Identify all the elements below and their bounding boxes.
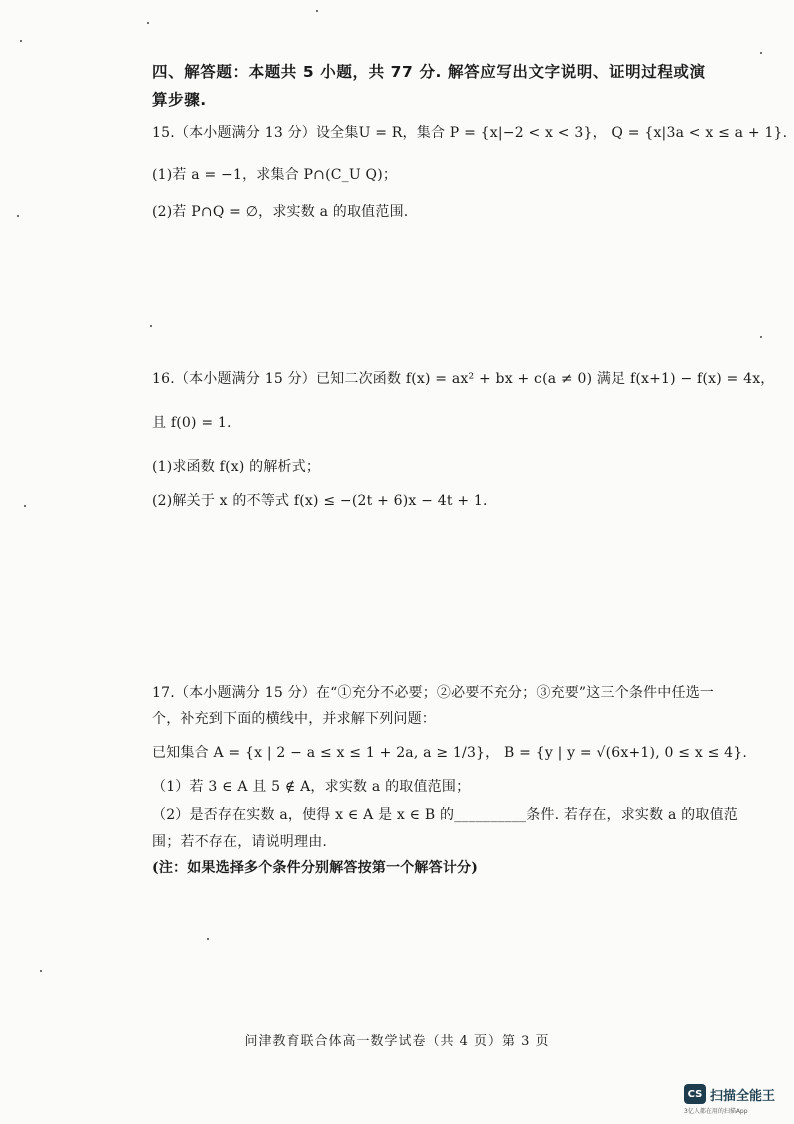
scan-speck	[20, 40, 22, 42]
question-15-part-2: (2)若 P∩Q = ∅，求实数 a 的取值范围.	[152, 204, 409, 220]
question-17-part-2: （2）是否存在实数 a，使得 x ∈ A 是 x ∈ B 的__________条件. 若存在，求实数 a 的取值范	[152, 807, 738, 823]
scan-speck	[17, 215, 19, 217]
question-15-part-1: (1)若 a = −1，求集合 P∩(C_U Q)；	[152, 167, 398, 183]
question-17-part-2-continued: 围；若不存在，请说明理由.	[152, 834, 328, 850]
question-16-stem-continued: 且 f(0) = 1.	[152, 415, 232, 431]
scan-speck	[147, 22, 149, 24]
question-16-stem: 16.（本小题满分 15 分）已知二次函数 f(x) = ax² + bx + c(a ≠ 0) 满足 f(x+1) − f(x) = 4x，	[152, 371, 775, 387]
question-17-note: (注：如果选择多个条件分别解答按第一个解答计分)	[152, 860, 479, 876]
camscanner-brand: 扫描全能王	[710, 1088, 776, 1104]
scan-speck	[24, 505, 26, 507]
page-footer: 问津教育联合体高一数学试卷（共 4 页）第 3 页	[244, 1034, 550, 1049]
scan-speck	[316, 10, 318, 12]
question-17-stem-continued: 个，补充到下面的横线中，并求解下列问题：	[152, 711, 436, 727]
question-17-stem: 17.（本小题满分 15 分）在“①充分不必要；②必要不充分；③充要”这三个条件中任选一	[152, 685, 715, 701]
question-16-part-1: (1)求函数 f(x) 的解析式；	[152, 459, 321, 475]
scan-speck	[150, 325, 152, 327]
question-17-part-1: （1）若 3 ∈ A 且 5 ∉ A，求实数 a 的取值范围；	[152, 779, 471, 795]
scan-speck	[207, 938, 209, 940]
camscanner-watermark	[684, 1084, 775, 1104]
scan-speck	[760, 336, 762, 338]
camscanner-icon: CS	[684, 1084, 706, 1104]
section-heading: 四、解答题：本题共 5 小题，共 77 分. 解答应写出文字说明、证明过程或演	[152, 63, 706, 81]
scan-speck	[760, 52, 762, 54]
scan-speck	[40, 970, 42, 972]
question-15-stem: 15.（本小题满分 13 分）设全集U = R，集合 P = {x|−2 < x < 3}， Q = {x|3a < x ≤ a + 1}.	[152, 125, 788, 141]
camscanner-tagline: 3亿人都在用的扫描App	[684, 1108, 748, 1115]
section-heading-continued: 算步骤.	[152, 91, 207, 109]
question-16-part-2: (2)解关于 x 的不等式 f(x) ≤ −(2t + 6)x − 4t + 1.	[152, 493, 488, 509]
question-17-given-sets: 已知集合 A = {x | 2 − a ≤ x ≤ 1 + 2a, a ≥ 1/3}， B = {y | y = √(6x+1), 0 ≤ x ≤ 4}.	[152, 745, 748, 761]
